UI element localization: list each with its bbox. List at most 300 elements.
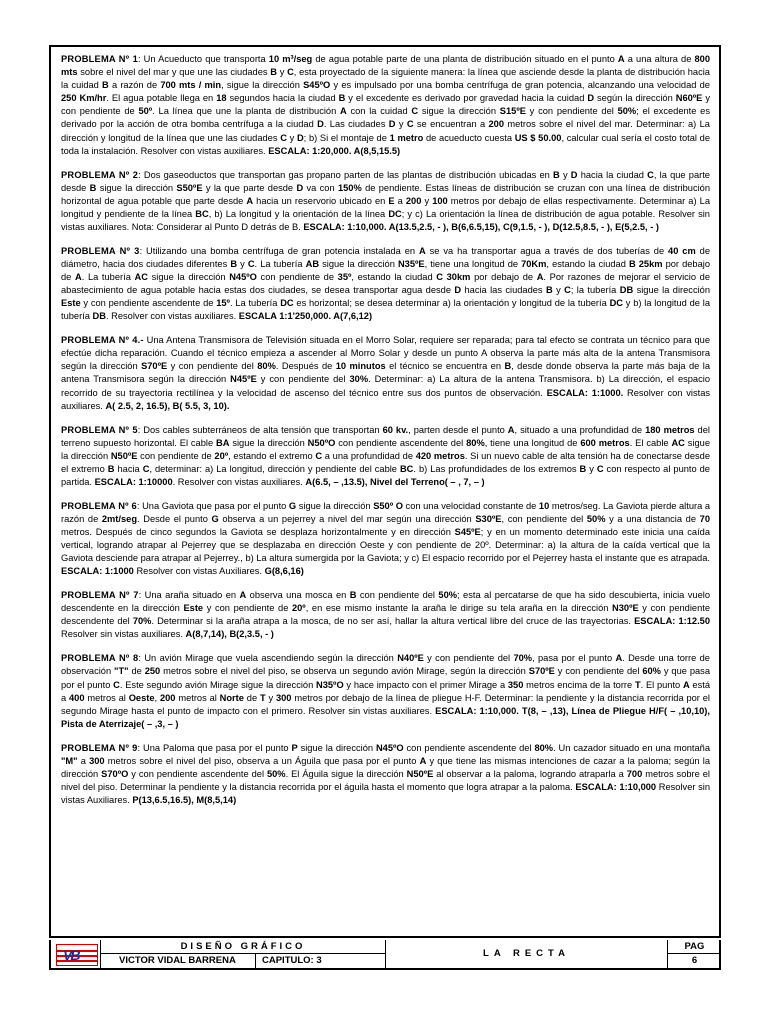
problem-text: a	[77, 755, 90, 766]
problem-text: 70Km	[521, 258, 547, 269]
problem-text: , tiene una longitud de	[484, 437, 581, 448]
problem-text: DC	[388, 208, 402, 219]
problem-text: . La tubería	[254, 258, 306, 269]
problem-text: D	[570, 169, 578, 180]
problem-text: de diámetro, hacia dos ciudades diferentes	[61, 245, 710, 269]
problem-text: B	[89, 182, 97, 193]
problem-text: , b) La longitud y la orientación de la línea	[208, 208, 389, 219]
problem-text: S15ºE	[499, 106, 526, 117]
problem-text: 50º	[138, 106, 153, 117]
problem-text: metros al	[84, 692, 129, 703]
problem-text: DB	[92, 311, 106, 322]
problem-4	[61, 334, 710, 413]
problem-text: B	[545, 285, 553, 296]
problem-text: C	[247, 258, 255, 269]
problem-text: , sigue la dirección	[221, 80, 304, 91]
problem-text: A	[617, 54, 625, 64]
problem-text: y	[421, 195, 433, 206]
problem-text: . La línea que une la planta de distribución	[152, 106, 341, 117]
problem-text: N45ºO	[375, 742, 404, 753]
problem-text: 20º	[214, 450, 229, 461]
problem-text: sigue la dirección	[418, 106, 500, 117]
problem-text: 40 cm	[668, 245, 696, 256]
problem-text: 50%	[266, 768, 286, 779]
problem-text: C	[411, 106, 419, 117]
problem-text: . Un cazador situado en una montaña	[553, 742, 711, 753]
problem-text: , situado a una profundidad de	[514, 424, 646, 435]
problem-text: . El cable	[629, 437, 672, 448]
problem-text: G(8,6,16)	[264, 566, 304, 577]
problem-text: N35ºE	[397, 258, 425, 269]
problem-text: , estando la ciudad	[351, 272, 437, 282]
problem-text: ; esta al percatarse de que ha sido descubierta, inicia vuelo descendente en la dirección	[61, 590, 710, 614]
problem-text: y con pendiente ascendente de	[80, 298, 217, 309]
problem-text: 50%	[586, 513, 606, 524]
problem-text: A	[615, 653, 623, 664]
problem-text: , con pendiente del	[501, 513, 587, 524]
problem-text: y	[395, 119, 407, 130]
problem-text: Resolver con vistas auxiliares.	[61, 387, 711, 411]
problem-text: y	[586, 463, 597, 474]
problem-text: S30ºE	[475, 513, 502, 524]
problem-title: PROBLEMA Nº 9	[61, 742, 138, 753]
problem-text: a una altura de	[624, 54, 695, 64]
problem-text: C	[280, 132, 287, 143]
problem-text: sigue la dirección	[297, 742, 376, 753]
problem-text: con pendiente de	[256, 272, 338, 282]
problem-text: con una velocidad constante de	[402, 500, 539, 511]
problem-text: 180 metros	[645, 424, 695, 435]
problem-text: ESCALA: 1:12.50	[634, 616, 710, 627]
problem-text: N50ºE	[110, 450, 138, 461]
page-footer	[49, 940, 721, 970]
problem-text: Oeste	[128, 692, 155, 703]
problem-title: PROBLEMA Nº 8	[61, 653, 139, 664]
problem-text: . Desde el punto	[137, 513, 212, 524]
problem-text: B	[270, 67, 277, 78]
problem-text: y con pendiente de	[203, 603, 292, 614]
problem-text: Norte	[219, 692, 244, 703]
problem-text: B	[553, 169, 560, 180]
problem-text: Este	[61, 298, 81, 309]
problem-text: ; la tubería	[570, 285, 620, 296]
problem-text: : Utilizando una bomba centrífuga de gran potencia instalada en	[139, 245, 420, 256]
problem-text: : Dos gaseoductos que transportan gas propano parten de las plantas de distribución ubicadas en	[138, 169, 554, 180]
problem-text: con la cuidad	[346, 106, 412, 117]
problem-text: observa a un pejerrey a nivel del mar según una dirección	[218, 513, 476, 524]
problem-text: es horizontal; se desea determinar a) la orientación y longitud de la tubería	[293, 298, 610, 309]
problem-text: 15º	[216, 298, 230, 309]
problem-text: de	[243, 692, 260, 703]
problem-text: 50%	[617, 106, 637, 117]
problem-text: a una profundidad de	[322, 450, 416, 461]
problem-text: D	[388, 119, 396, 130]
problem-text: 10	[538, 500, 550, 511]
problem-text: el técnico se encuentra en	[385, 361, 505, 372]
problem-text: B 25km	[628, 258, 663, 269]
problem-text: A	[682, 679, 690, 690]
vb-logo-icon	[56, 944, 98, 966]
problem-text: y	[276, 67, 288, 78]
problem-text: al observar a la paloma, logrando atraparla a	[433, 768, 627, 779]
problem-text: ; y en un momento determinado este inicia una caída vertical, logrando atrapar al Pejerrey que se desplazaba en dirección Oeste y con pendiente de 20º. Determinar: a) la altura de la caída vertical que la Gaviota desciende para atrapar al Pejerrey., b) La altura sumergida por la Gaviota; y c) El espacio recorrido por el Pejerrey hasta el instante que es atrapada.	[61, 526, 710, 564]
author-name: VICTOR VIDAL BARRENA	[101, 954, 256, 968]
problem-8	[61, 652, 710, 731]
problem-text: y	[237, 258, 248, 269]
problem-text: G	[288, 500, 297, 511]
problem-text: con respecto al punto de partida.	[61, 463, 710, 487]
problem-text: "T"	[114, 666, 129, 677]
problem-text: sigue la dirección	[96, 182, 177, 193]
problem-text: . Después de	[275, 361, 336, 372]
problem-3	[61, 245, 710, 324]
problem-text: , calcular cual sería el costo total de toda la instalación. Resolver con vistas auxiliares.	[61, 132, 710, 156]
problem-text: segundos hacia la ciudad	[226, 93, 339, 104]
problem-text: . Desde una torre de observación	[61, 653, 710, 677]
problem-text: sobre el nivel del mar y que une las ciudades	[77, 67, 271, 78]
problem-text: , la que parte desde	[61, 169, 710, 193]
problem-text: metros encima de la torre	[523, 679, 635, 690]
problem-text: B	[107, 463, 115, 474]
problem-text: D	[454, 285, 462, 296]
problem-text: 1 metro	[389, 132, 424, 143]
problem-text: metros por debajo de la línea de pliegue H-F. Determinar: la pendiente y la distancia recorrida por el segundo Mirage hasta el punto de impacto con el primero. Resolver sin vistas auxiliares.	[61, 692, 710, 716]
problem-text: de agua potable parte de una planta de distribución situado en el punto	[312, 54, 618, 64]
problem-text: está a	[61, 679, 711, 703]
problem-text: se va ha transportar agua a través de dos tuberías de	[425, 245, 669, 256]
problem-text: C	[315, 450, 323, 461]
problem-text: 200	[488, 119, 505, 130]
problem-text: va con	[303, 182, 338, 193]
problem-text: B	[504, 361, 512, 372]
problem-text: A	[340, 106, 347, 117]
problem-text: DC	[609, 298, 624, 309]
problem-text: hacia	[114, 463, 143, 474]
problem-text: 30%	[349, 374, 369, 385]
problem-text: y es impulsado por una bomba centrífuga de gran potencia, alcanzando una velocidad de	[330, 80, 710, 91]
problem-text: a	[394, 195, 406, 206]
problem-text: C 30km	[436, 272, 471, 282]
problem-text: DC	[280, 298, 294, 309]
problem-text: 20º	[291, 603, 306, 614]
chapter-label: CAPITULO: 3	[256, 954, 386, 968]
problem-title: PROBLEMA Nº 3	[61, 245, 140, 256]
problem-text: y con pendiente ascendente del	[128, 768, 267, 779]
problem-text: B	[102, 80, 109, 91]
problem-text: por debajo de	[61, 258, 711, 282]
problem-text: ; b) Si el montaje de	[303, 132, 390, 143]
problem-text: y con pendiente del	[256, 374, 350, 385]
problem-text: N45ºE	[230, 374, 257, 385]
problem-text: . Determinar: a) La altura de la antena Transmisora. b) La dirección, el espacio recorrido de su trayectoria rectilínea y la velocidad de ascenso del técnico entre sus dos puntos de observación.	[61, 374, 710, 398]
problem-text: P	[291, 742, 298, 753]
problem-title: PROBLEMA Nº 6	[61, 500, 137, 511]
problem-text: 80%	[257, 361, 276, 372]
problem-text: A	[419, 245, 426, 256]
problem-text: N50ºO	[307, 437, 336, 448]
problem-text: y con pendiente descendente del	[61, 603, 711, 627]
problem-text: B	[230, 258, 238, 269]
problem-text: . El punto	[640, 679, 683, 690]
problem-text: C	[287, 67, 294, 78]
problem-text: Resolver sin vistas auxiliares.	[61, 629, 186, 640]
problem-text: , parten desde el punto	[408, 424, 508, 435]
problem-text: 200	[405, 195, 422, 206]
problem-text: 700 mts / min	[160, 80, 222, 91]
problem-text: 70%	[513, 653, 533, 664]
problem-text: BC	[195, 208, 209, 219]
problem-text: y con pendiente de	[61, 93, 711, 117]
problem-text: . b) Las profundidades de los extremos	[413, 463, 580, 474]
problem-text: A	[246, 195, 254, 206]
problem-text: y que pasa por el punto	[61, 666, 710, 690]
problem-text: hacia la ciudad	[577, 169, 648, 180]
problem-text: 700	[626, 768, 643, 779]
problem-text: y b) la longitud de la tubería	[61, 298, 710, 322]
problem-text: DB	[619, 285, 634, 296]
problem-text: C	[647, 169, 654, 180]
problem-text: metros sobre el nivel del piso, observa a un Águila que pasa por el punto	[104, 755, 420, 766]
problem-text: y	[552, 285, 565, 296]
problem-text: metros. Después de cinco segundos la Gaviota se desplaza horizontalmente y en dirección	[61, 526, 455, 537]
problem-text: N30ºE	[612, 603, 639, 614]
problem-text: , pasa por el punto	[532, 653, 616, 664]
problem-2	[61, 169, 710, 234]
problem-text: ,	[154, 692, 160, 703]
problem-text: hacia las ciudades	[461, 285, 546, 296]
problem-text: y con pendiente del	[525, 106, 618, 117]
problem-text: observa una mosca en	[246, 590, 350, 601]
problem-text: . La tubería	[229, 298, 281, 309]
problem-text: 150%	[337, 182, 362, 193]
problem-text: y hace impacto con el primer Mirage a	[343, 679, 508, 690]
problem-text: y la que parte desde	[202, 182, 297, 193]
problem-title: PROBLEMA Nº 5	[61, 424, 138, 435]
problem-text: ESCALA: 1:10,000. A(13.5,2.5, - ), B(6,6.5,15), C(9,1.5, - ), D(12.5,8.5, - ), E(5,2.5, - )	[303, 221, 660, 232]
problem-text: y con pendiente del	[554, 666, 643, 677]
problem-text: . Determinar si la araña atrapa a la mosca, de no ser así, hallar la altura vertical libre del cruce de las trayectorias.	[151, 616, 635, 627]
problem-text: 300	[275, 692, 292, 703]
problem-title: PROBLEMA Nº 2	[61, 169, 139, 180]
problem-text: , determinar: a) La longitud, dirección y pendiente del cable	[149, 463, 400, 474]
problem-text: ESCALA: 1:1000.	[546, 387, 624, 398]
problem-text: A	[507, 424, 515, 435]
problem-text: 250 Km/hr	[61, 93, 107, 104]
problem-text: y	[559, 169, 571, 180]
problem-text: N35ºO	[316, 679, 344, 690]
problem-text: 400	[69, 692, 85, 703]
problem-text: ; y c) La orientación la línea de distribución de agua potable. Resolver sin vistas auxiliares. Nota: Considerar al Punto D detrás de B.	[61, 208, 710, 232]
problem-text: A	[419, 755, 427, 766]
problem-text: , tiene una longitud de	[424, 258, 522, 269]
problem-text: 10 minutos	[335, 361, 386, 372]
problem-text: 80%	[466, 437, 485, 448]
problem-text: metros sobre el nivel del piso. Determinar la pendiente y la distancia recorrida por el águila hasta el momento que logra atrapar a la paloma.	[61, 768, 710, 792]
problem-text: con pendiente ascendente del	[403, 742, 535, 753]
problem-text: 70	[699, 513, 710, 524]
problems-frame	[49, 45, 721, 938]
problem-text: BA	[216, 437, 230, 448]
problem-text: 80%	[534, 742, 554, 753]
problem-text: . Si un nuevo cable de alta tensión ha de conectarse desde el extremo	[61, 450, 710, 474]
problem-text: con pendiente del	[356, 590, 439, 601]
problem-text: AC	[671, 437, 685, 448]
problem-text: 100	[432, 195, 448, 206]
problem-text: S70ºO	[101, 768, 129, 779]
problem-text: 35º	[337, 272, 352, 282]
problem-text: E	[388, 195, 395, 206]
problem-text: 600 metros	[580, 437, 630, 448]
problem-text: . El Águila sigue la dirección	[285, 768, 407, 779]
problem-text: metros sobre el nivel del piso, se observa un segundo avión Mirage, según la dirección	[160, 666, 529, 677]
problem-text: C	[406, 119, 414, 130]
problem-text: sigue la dirección	[229, 437, 308, 448]
problem-text: C	[564, 285, 571, 296]
problem-text: A( 2.5, 2, 16.5), B( 5.5, 3, 10).	[105, 400, 230, 411]
problem-text: sigue la dirección	[319, 258, 398, 269]
problem-6	[61, 500, 710, 579]
problem-text: 800 mts	[61, 54, 710, 78]
problem-text: 60 kv.	[382, 424, 409, 435]
problem-text: S45ºE	[454, 526, 481, 537]
problem-text: metros por debajo de ellas respectivamente. Determinar a) La longitud y pendiente de la línea	[61, 195, 710, 219]
problem-text: con pendiente de	[137, 450, 215, 461]
problem-text: Resolver con vistas Auxiliares.	[133, 566, 265, 577]
problem-text: y que tiene las mismas intenciones de cazar a la paloma; según la dirección	[61, 755, 710, 779]
problem-text: D	[296, 132, 304, 143]
problem-text: , desde donde observa la parte más baja de la antena Transmisora según la dirección	[61, 361, 711, 385]
problem-7	[61, 589, 710, 641]
problem-text: por debajo de	[470, 272, 537, 282]
problem-text: ESCALA: 1:10,000	[575, 781, 657, 792]
problem-text: A	[239, 590, 247, 601]
problem-text: G	[211, 513, 219, 524]
problem-9	[61, 742, 710, 807]
problem-text: sigue la dirección	[147, 272, 230, 282]
problem-text: a razón de	[108, 80, 161, 91]
problem-text: metros sobre el nivel del mar. Determinar: a) La dirección y longitud de la línea que une las ciudades	[61, 119, 710, 143]
problem-text: y	[286, 132, 297, 143]
problem-text: : Una araña situado en	[138, 590, 240, 601]
problem-text: S70ºE	[528, 666, 555, 677]
problem-text: 10 m³/seg	[268, 54, 313, 64]
problem-text: sigue la dirección	[61, 437, 711, 461]
problem-text: P(13,6.5,16.5), M(8,5,14)	[132, 795, 237, 806]
page-label: PAG	[668, 940, 721, 954]
problem-text: D	[296, 182, 304, 193]
problem-text: D	[587, 93, 595, 104]
problem-title: PROBLEMA Nº 7	[61, 590, 139, 601]
problem-text: ESCALA: 1:10,000. T(8, – ,13), Línea de Pliegue H/F( – ,10,10), Pista de Aterrizaje( – ,3, – )	[61, 705, 710, 729]
problem-text: y el excedente es derivado por gravedad hacia la cuidad	[345, 93, 588, 104]
problem-text: Una Antena Transmisora de Televisión situada en el Morro Solar, requiere ser reparada; para tal efecto se contrata un técnico para que efectúe dicha reparación. Cuando el técnico empieza a ascender al Morro Solar y desde un punto A observa la parte más alta de la antena Transmisora según la dirección	[61, 335, 711, 372]
problem-text: BC	[399, 463, 414, 474]
topic-title: LA RECTA	[386, 940, 668, 968]
problem-text: sigue la dirección	[633, 285, 711, 296]
problem-title: PROBLEMA Nº 1	[61, 54, 138, 64]
problem-text: 350	[507, 679, 524, 690]
problem-text: , estando el extremo	[228, 450, 316, 461]
problem-text: . El agua potable llega en	[106, 93, 217, 104]
problem-5	[61, 424, 710, 489]
problem-text: A(6.5, – ,13.5), Nivel del Terreno( – , 7, – )	[305, 476, 485, 487]
problem-text: A(8,7,14), B(2,3.5, - )	[185, 629, 274, 640]
problem-text: 300	[89, 755, 105, 766]
problem-text: . Resolver con vistas auxiliares.	[105, 311, 239, 322]
problem-text: A	[536, 272, 544, 282]
problem-text: . Las ciudades	[323, 119, 389, 130]
problem-text: ESCALA: 1:20,000. A(8,5,15.5)	[268, 145, 401, 156]
problem-text: B	[349, 590, 357, 601]
problem-text: T	[634, 679, 641, 690]
problem-text: y con pendiente del	[167, 361, 258, 372]
problem-text: N60ºE	[675, 93, 703, 104]
problem-text: : Un Acueducto que transporta	[137, 54, 269, 64]
problem-text: C	[113, 679, 120, 690]
problem-text: AB	[305, 258, 320, 269]
problem-text: S50º O	[373, 500, 403, 511]
problem-text: 70%	[132, 616, 152, 627]
problem-text: 200	[159, 692, 176, 703]
problem-text: con pendiente ascendente del	[335, 437, 467, 448]
problem-text: US $ 50.00	[514, 132, 562, 143]
problem-text: 60%	[642, 666, 661, 677]
problem-text: Este	[183, 603, 204, 614]
problem-text: . Resolver con vistas auxiliares.	[172, 476, 306, 487]
problem-text: ESCALA: 1:1000	[61, 566, 134, 577]
course-title: DISEÑO GRÁFICO	[101, 940, 386, 954]
problem-text: metros/seg. La Gaviota pierde altura a razón de	[61, 500, 711, 524]
problem-text: hacia un reservorio ubicado en	[253, 195, 389, 206]
problem-text: ; el excedente es derivado por la acción de otra bomba centrífuga a la ciudad	[61, 106, 710, 130]
problem-text: S45ºO	[303, 80, 331, 91]
problem-text: de pendiente. Estas líneas de distribución se cruzan con una línea de distribución horizontal de agua potable que parte desde	[61, 182, 710, 206]
problem-text: S70ºE	[141, 361, 168, 372]
problem-text: ESCALA: 1:10000	[94, 476, 173, 487]
problem-text: : Una Gaviota que pasa por el punto	[136, 500, 289, 511]
problem-text: S50ºE	[176, 182, 203, 193]
problem-text: B	[338, 93, 346, 104]
problem-text: T	[259, 692, 266, 703]
problem-title: PROBLEMA Nº 4.-	[61, 335, 144, 346]
problem-text: se encuentran a	[413, 119, 489, 130]
problem-text: Resolver sin vistas Auxiliares.	[61, 781, 711, 806]
problem-text: : Dos cables subterráneos de alta tensión que transportan	[137, 424, 383, 435]
problem-text: metros al	[175, 692, 220, 703]
problem-text: 18	[216, 93, 227, 104]
problem-text: 2mt/seg	[101, 513, 138, 524]
problem-text: sigue la dirección	[296, 500, 374, 511]
problem-text: y a una distancia de	[605, 513, 700, 524]
problem-text: de	[128, 666, 145, 677]
problem-text: . Por razones de mejorar el servicio de abastecimiento de agua potable hacia estas dos ciudades, se desea transportar agua desde	[61, 272, 710, 296]
logo-text: VB	[63, 947, 79, 963]
problem-text: A	[75, 272, 82, 282]
problem-text: B	[579, 463, 587, 474]
problem-text: N40ºE	[397, 653, 424, 664]
problem-text: de acueducto cuesta	[423, 132, 515, 143]
problem-text: y	[265, 692, 276, 703]
problem-text: , esta proyectado de la siguiente manera: la línea que asciende desde la planta de distribución hacia la cuidad	[61, 67, 710, 91]
problem-text: 50%	[438, 590, 458, 601]
problem-text: , en ese mismo instante la araña le dirige su tela araña en la dirección	[305, 603, 613, 614]
problem-text: según la dirección	[594, 93, 676, 104]
problem-text: C	[142, 463, 150, 474]
problem-text: D	[317, 119, 324, 130]
problem-text: : Un avión Mirage que vuela ascendiendo según la dirección	[138, 653, 398, 664]
page-number: 6	[691, 955, 698, 966]
problem-text: . Este segundo avión Mirage sigue la dirección	[119, 679, 316, 690]
